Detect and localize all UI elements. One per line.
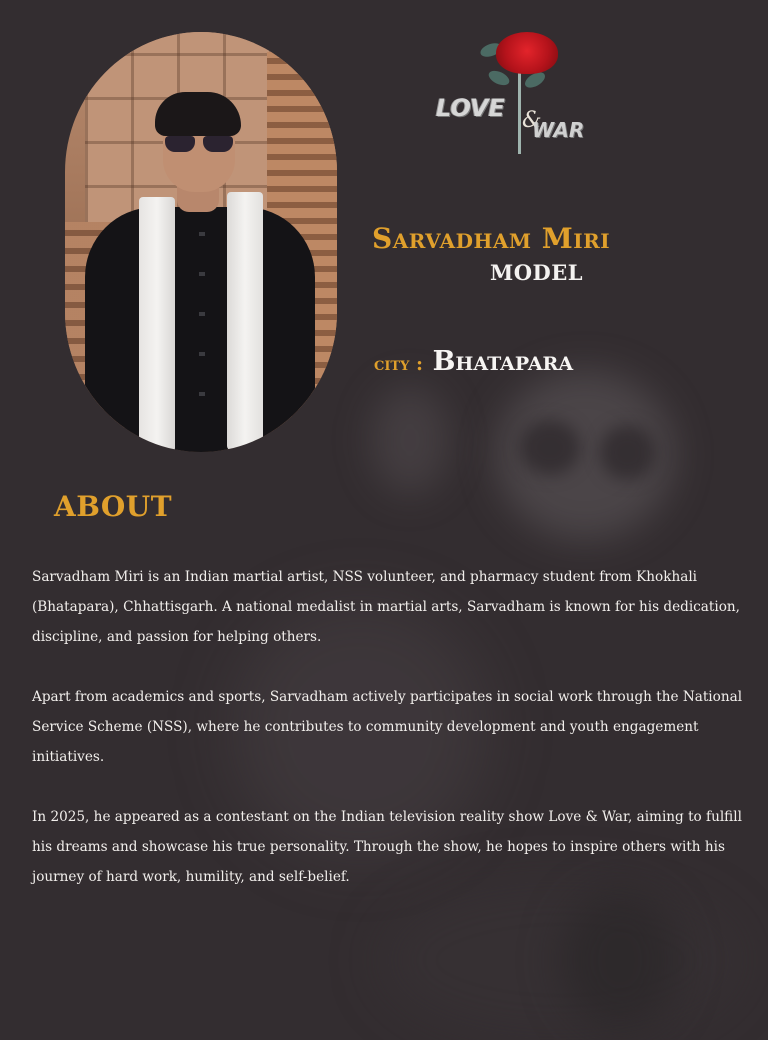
city-label: city :: [374, 353, 424, 375]
portrait-photo: [65, 32, 337, 452]
about-paragraph: In 2025, he appeared as a contestant on the Indian television reality show Love & War, aiming to fulfill his dreams and showcase his true personality. Through the show, he hopes to inspire others with his journey of hard work, humility, and self-belief.: [32, 809, 742, 885]
skull-background-shape: [370, 385, 450, 495]
city-value: Bhatapara: [432, 346, 574, 377]
about-paragraph: Apart from academics and sports, Sarvadham actively participates in social work through the National Service Scheme (NSS), where he contributes to community development and youth engagement initiatives.: [32, 689, 743, 765]
about-body: [32, 562, 752, 922]
shirt-buttons: [199, 232, 205, 432]
white-scarf: [139, 197, 175, 452]
logo-word-war: WAR: [532, 118, 585, 142]
skull-eye-shape: [520, 420, 580, 475]
skull-eye-shape: [600, 425, 655, 480]
love-and-war-logo: [436, 28, 596, 158]
logo-ampersand: &: [522, 108, 542, 133]
rose-icon: [496, 32, 558, 74]
sunglasses: [165, 136, 233, 154]
profile-role: MODEL: [490, 260, 584, 285]
rose-stem: [518, 72, 521, 154]
about-paragraph: Sarvadham Miri is an Indian martial artist, NSS volunteer, and pharmacy student from Khokhali (Bhatapara), Chhattisgarh. A national medalist in martial arts, Sarvadham is known for his dedication, discipline, and passion for helping others.: [32, 569, 740, 645]
profile-name: Sarvadham Miri: [372, 222, 611, 255]
logo-word-love: LOVE: [436, 94, 505, 122]
person-hair: [155, 92, 241, 136]
skull-background-shape: [495, 370, 675, 540]
white-scarf: [227, 192, 263, 450]
about-heading: ABOUT: [54, 490, 173, 523]
profile-city: [374, 346, 573, 377]
